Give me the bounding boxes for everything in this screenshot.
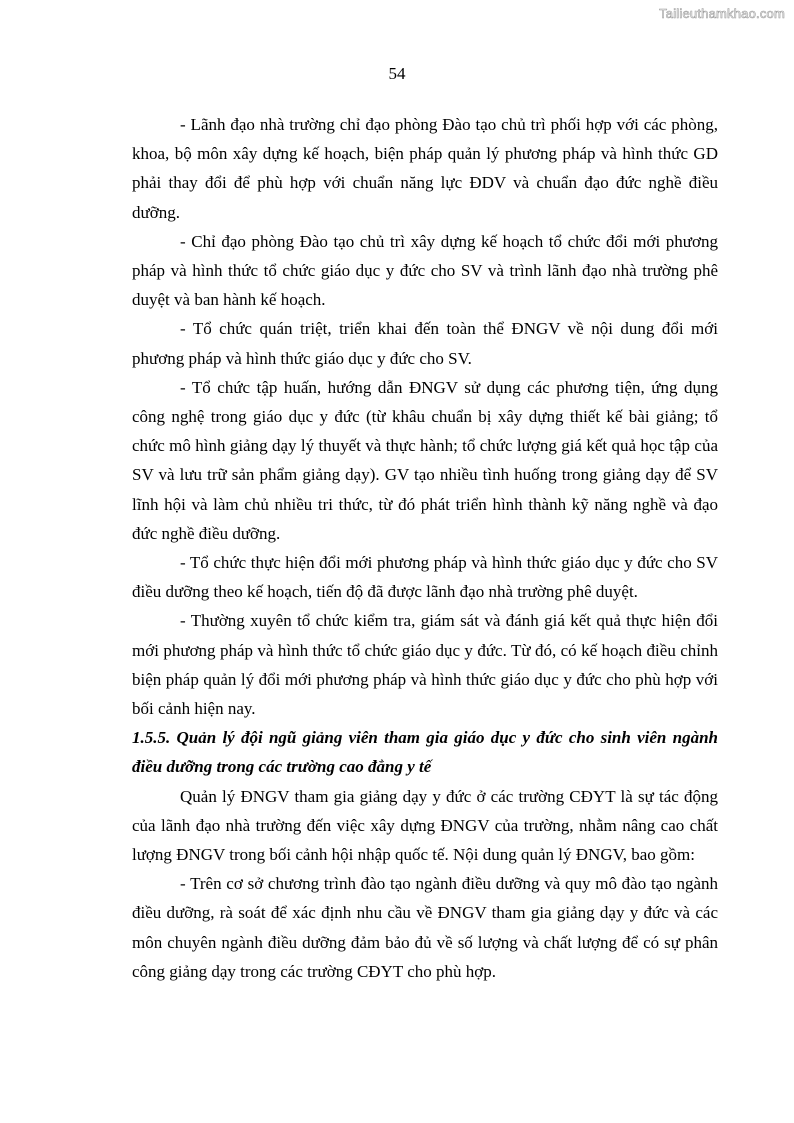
paragraph: - Trên cơ sở chương trình đào tạo ngành điều dưỡng và quy mô đào tạo ngành điều dưỡng, rà soát để xác định nhu cầu về ĐNGV tham gia giảng dạy y đức và các môn chuyên ngành điều dưỡng đảm bảo đủ về số lượng và chất lượng để có sự phân công giảng dạy trong các trường CĐYT cho phù hợp. [132, 874, 718, 981]
document-body [132, 110, 718, 986]
paragraph: - Thường xuyên tổ chức kiểm tra, giám sát và đánh giá kết quả thực hiện đổi mới phương pháp và hình thức tổ chức giáo dục y đức. Từ đó, có kế hoạch điều chỉnh biện pháp quản lý đổi mới phương pháp và hình thức giáo dục y đức cho phù hợp với bối cảnh hiện nay. [132, 611, 718, 719]
paragraph: Quản lý ĐNGV tham gia giảng dạy y đức ở các trường CĐYT là sự tác động của lãnh đạo nhà trường đến việc xây dựng ĐNGV của trường, nhằm nâng cao chất lượng ĐNGV trong bối cảnh hội nhập quốc tế. Nội dung quản lý ĐNGV, bao gồm: [132, 786, 718, 865]
paragraph: - Tổ chức thực hiện đổi mới phương pháp và hình thức giáo dục y đức cho SV điều dưỡng theo kế hoạch, tiến độ đã được lãnh đạo nhà trường phê duyệt. [132, 553, 718, 602]
section-heading: 1.5.5. Quản lý đội ngũ giảng viên tham gia giáo dục y đức cho sinh viên ngành điều dưỡng trong các trường cao đẳng y tế [132, 728, 718, 777]
watermark-text: Tailieuthamkhao.com [659, 6, 785, 21]
paragraph: - Lãnh đạo nhà trường chỉ đạo phòng Đào tạo chủ trì phối hợp với các phòng, khoa, bộ môn xây dựng kế hoạch, biện pháp quản lý phương pháp và hình thức GD phải thay đổi để phù hợp với chuẩn năng lực ĐDV và chuẩn đạo đức nghề điều dưỡng. [132, 115, 718, 222]
paragraph: - Chỉ đạo phòng Đào tạo chủ trì xây dựng kế hoạch tổ chức đổi mới phương pháp và hình thức tổ chức giáo dục y đức cho SV và trình lãnh đạo nhà trường phê duyệt và ban hành kế hoạch. [132, 231, 718, 310]
paragraph: - Tổ chức tập huấn, hướng dẫn ĐNGV sử dụng các phương tiện, ứng dụng công nghệ trong giáo dục y đức (từ khâu chuẩn bị xây dựng thiết kế bài giảng; tổ chức mô hình giảng dạy lý thuyết và thực hành; tổ chức lượng giá kết quả học tập của SV và lưu trữ sản phẩm giảng dạy). GV tạo nhiều tình huống trong giảng dạy để SV lĩnh hội và làm chủ nhiều tri thức, từ đó phát triển hình thành kỹ năng nghề và đạo đức nghề điều dưỡng. [132, 377, 718, 543]
paragraph: - Tổ chức quán triệt, triển khai đến toàn thể ĐNGV về nội dung đổi mới phương pháp và hình thức giáo dục y đức cho SV. [132, 319, 718, 368]
page-number: 54 [388, 64, 406, 83]
